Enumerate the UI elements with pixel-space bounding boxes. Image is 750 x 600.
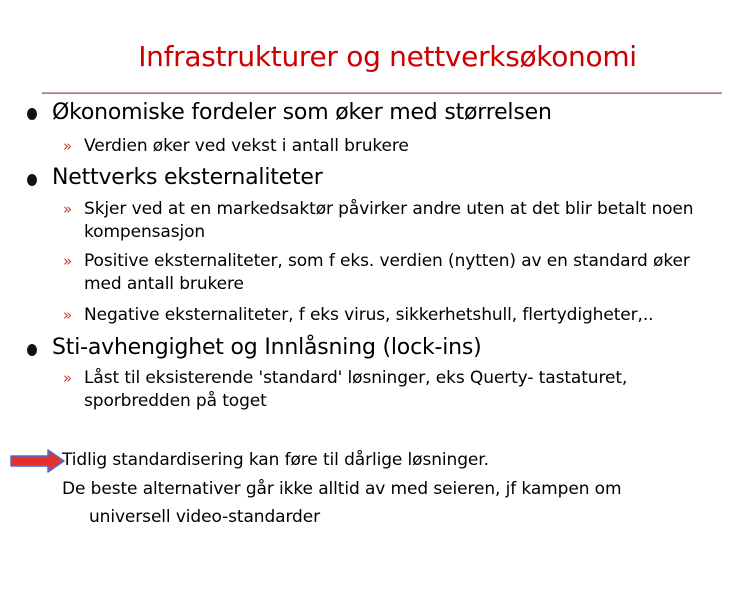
double-chevron-icon: »: [63, 369, 73, 387]
double-chevron-icon: »: [63, 137, 73, 155]
title-divider: [42, 92, 722, 94]
sub-bullet-text: Positive eksternaliteter, som f eks. verdien (nytten) av en standard øker med antall brukere: [84, 251, 690, 294]
double-chevron-icon: »: [63, 306, 73, 324]
sub-bullet-text: Låst til eksisterende 'standard' løsninger, eks Querty- tastaturet, sporbredden på toget: [84, 368, 628, 411]
sub-bullet-text: Verdien øker ved vekst i antall brukere: [84, 136, 409, 156]
sub-bullet: [63, 250, 733, 296]
bullet-dot-icon: [27, 108, 37, 120]
sub-bullet-text: Skjer ved at en markedsaktør påvirker andre uten at det blir betalt noen kompensasjon: [84, 199, 694, 242]
sub-bullet-text: Negative eksternaliteter, f eks virus, sikkerhetshull, flertydigheter,..: [84, 305, 654, 325]
bullet-dot-icon: [27, 174, 37, 186]
note-line: Tidlig standardisering kan føre til dårlige løsninger.: [62, 450, 489, 470]
right-arrow-icon: [10, 449, 66, 473]
slide-title: Infrastrukturer og nettverksøkonomi: [138, 40, 637, 73]
bullet-path-dependence: Sti-avhengighet og Innlåsning (lock-ins): [52, 335, 482, 360]
bullet-network-externalities: Nettverks eksternaliteter: [52, 165, 323, 190]
sub-bullet: [63, 304, 733, 327]
sub-bullet: [63, 367, 733, 413]
bullet-dot-icon: [27, 344, 37, 356]
double-chevron-icon: »: [63, 252, 73, 270]
note-line: De beste alternativer går ikke alltid av med seieren, jf kampen om: [62, 479, 622, 499]
bullet-economies-of-scale: Økonomiske fordeler som øker med størrelsen: [52, 100, 552, 125]
note-line: universell video-standarder: [89, 507, 320, 527]
sub-bullet: [63, 198, 733, 244]
sub-bullet: [63, 135, 733, 158]
double-chevron-icon: »: [63, 200, 73, 218]
